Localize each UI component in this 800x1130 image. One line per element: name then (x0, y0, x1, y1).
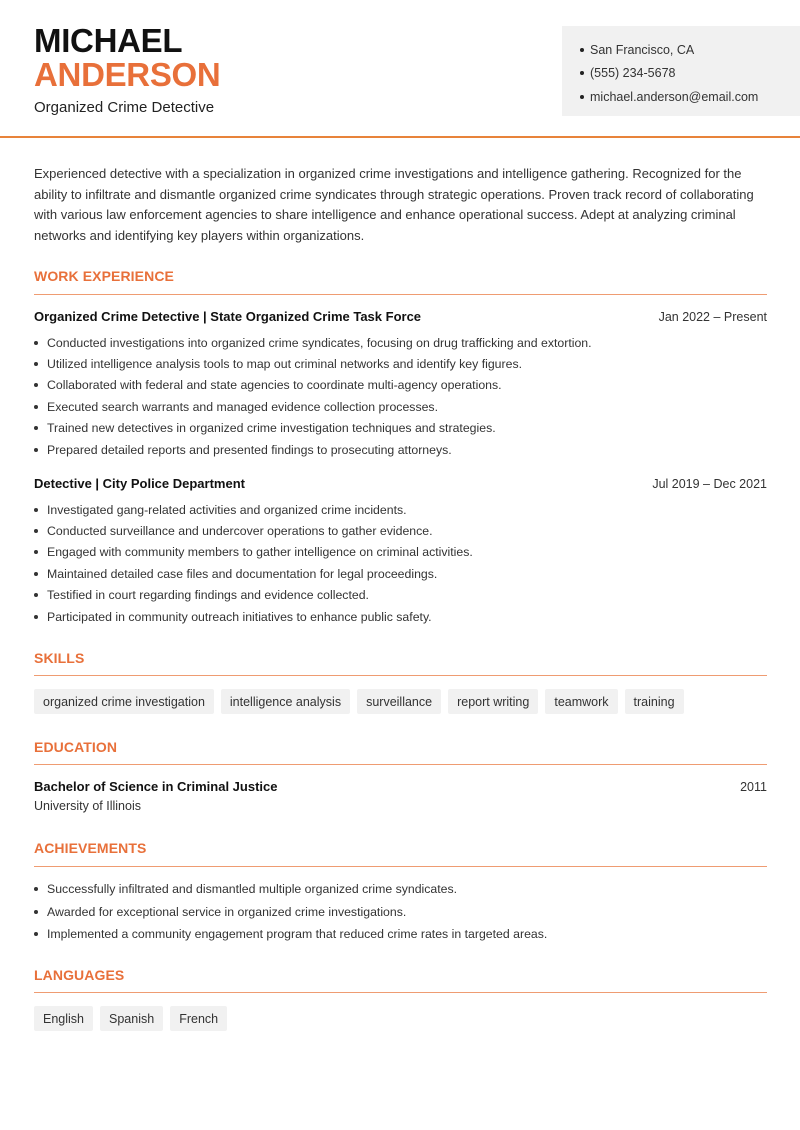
bullet-icon (34, 529, 38, 533)
graduation-year: 2011 (740, 779, 767, 794)
job-title: Organized Crime Detective (34, 99, 215, 116)
list-item: Conducted surveillance and undercover operations to gather evidence. (34, 520, 774, 541)
job-role: Detective | City Police Department (34, 476, 245, 491)
list-item: Executed search warrants and managed evidence collection processes. (34, 396, 774, 417)
bullet-icon (34, 932, 38, 936)
language-tag: Spanish (100, 1006, 163, 1031)
list-item: Utilized intelligence analysis tools to map out criminal networks and identify key figures. (34, 353, 774, 374)
bullet-icon (34, 910, 38, 914)
job-bullets (34, 332, 774, 460)
section-divider (34, 675, 767, 676)
bullet-icon (34, 448, 38, 452)
language-tag: French (170, 1006, 227, 1031)
bullet-icon (34, 550, 38, 554)
bullet-icon (34, 362, 38, 366)
list-item: Maintained detailed case files and documentation for legal proceedings. (34, 563, 774, 584)
skill-tag: training (625, 689, 684, 714)
section-divider (34, 992, 767, 993)
achievements-list (34, 878, 774, 946)
contact-location: San Francisco, CA (580, 38, 800, 62)
list-item: Awarded for exceptional service in organized crime investigations. (34, 901, 774, 924)
first-name: MICHAEL (34, 22, 183, 59)
bullet-icon (34, 405, 38, 409)
bullet-icon (34, 593, 38, 597)
list-item: Testified in court regarding findings and evidence collected. (34, 585, 774, 606)
section-divider (34, 764, 767, 765)
job-dates: Jul 2019 – Dec 2021 (652, 476, 767, 491)
list-item: Successfully infiltrated and dismantled multiple organized crime syndicates. (34, 878, 774, 901)
list-item: Investigated gang-related activities and organized crime incidents. (34, 499, 774, 520)
last-name: ANDERSON (34, 56, 221, 93)
skill-tag: organized crime investigation (34, 689, 214, 714)
skills-list (34, 689, 684, 714)
bullet-icon (580, 95, 584, 99)
contact-email: michael.anderson@email.com (580, 85, 800, 109)
school-name: University of Illinois (34, 799, 141, 813)
list-item: Implemented a community engagement program that reduced crime rates in targeted areas. (34, 923, 774, 946)
bullet-icon (34, 615, 38, 619)
education-header (34, 779, 767, 794)
section-title-languages: LANGUAGES (34, 967, 125, 983)
skill-tag: teamwork (545, 689, 617, 714)
bullet-icon (34, 572, 38, 576)
list-item: Conducted investigations into organized crime syndicates, focusing on drug trafficking and extortion. (34, 332, 774, 353)
list-item: Collaborated with federal and state agencies to coordinate multi-agency operations. (34, 375, 774, 396)
list-item: Engaged with community members to gather intelligence on criminal activities. (34, 542, 774, 563)
languages-list (34, 1006, 227, 1031)
bullet-icon (34, 341, 38, 345)
bullet-icon (580, 48, 584, 52)
skill-tag: report writing (448, 689, 538, 714)
job-role: Organized Crime Detective | State Organized Crime Task Force (34, 309, 422, 324)
list-item: Trained new detectives in organized crime investigation techniques and strategies. (34, 418, 774, 439)
section-title-work: WORK EXPERIENCE (34, 268, 174, 284)
bullet-icon (34, 426, 38, 430)
section-divider (34, 866, 767, 867)
section-divider (34, 294, 767, 295)
list-item: Prepared detailed reports and presented findings to prosecuting attorneys. (34, 439, 774, 460)
section-title-skills: SKILLS (34, 650, 85, 666)
language-tag: English (34, 1006, 93, 1031)
degree: Bachelor of Science in Criminal Justice (34, 779, 278, 794)
contact-phone: (555) 234-5678 (580, 62, 800, 86)
skill-tag: surveillance (357, 689, 441, 714)
job-header (34, 476, 767, 491)
section-title-achievements: ACHIEVEMENTS (34, 840, 147, 856)
job-bullets (34, 499, 774, 627)
resume-header (0, 0, 800, 138)
bullet-icon (580, 71, 584, 75)
summary: Experienced detective with a specialization in organized crime investigations and intelligence gathering. Recognized for the ability to infiltrate and dismantle organized crime syndicates through strategic operations. Proven track record of collaborating with various law enforcement agencies to share intelligence and enhance operational success. Adept at analyzing criminal networks and identifying key players within organizations. (34, 166, 754, 243)
bullet-icon (34, 887, 38, 891)
job-header (34, 309, 767, 324)
skill-tag: intelligence analysis (221, 689, 350, 714)
bullet-icon (34, 508, 38, 512)
bullet-icon (34, 383, 38, 387)
contact-box (562, 26, 800, 116)
list-item: Participated in community outreach initiatives to enhance public safety. (34, 606, 774, 627)
section-title-education: EDUCATION (34, 739, 118, 755)
job-dates: Jan 2022 – Present (658, 309, 767, 324)
